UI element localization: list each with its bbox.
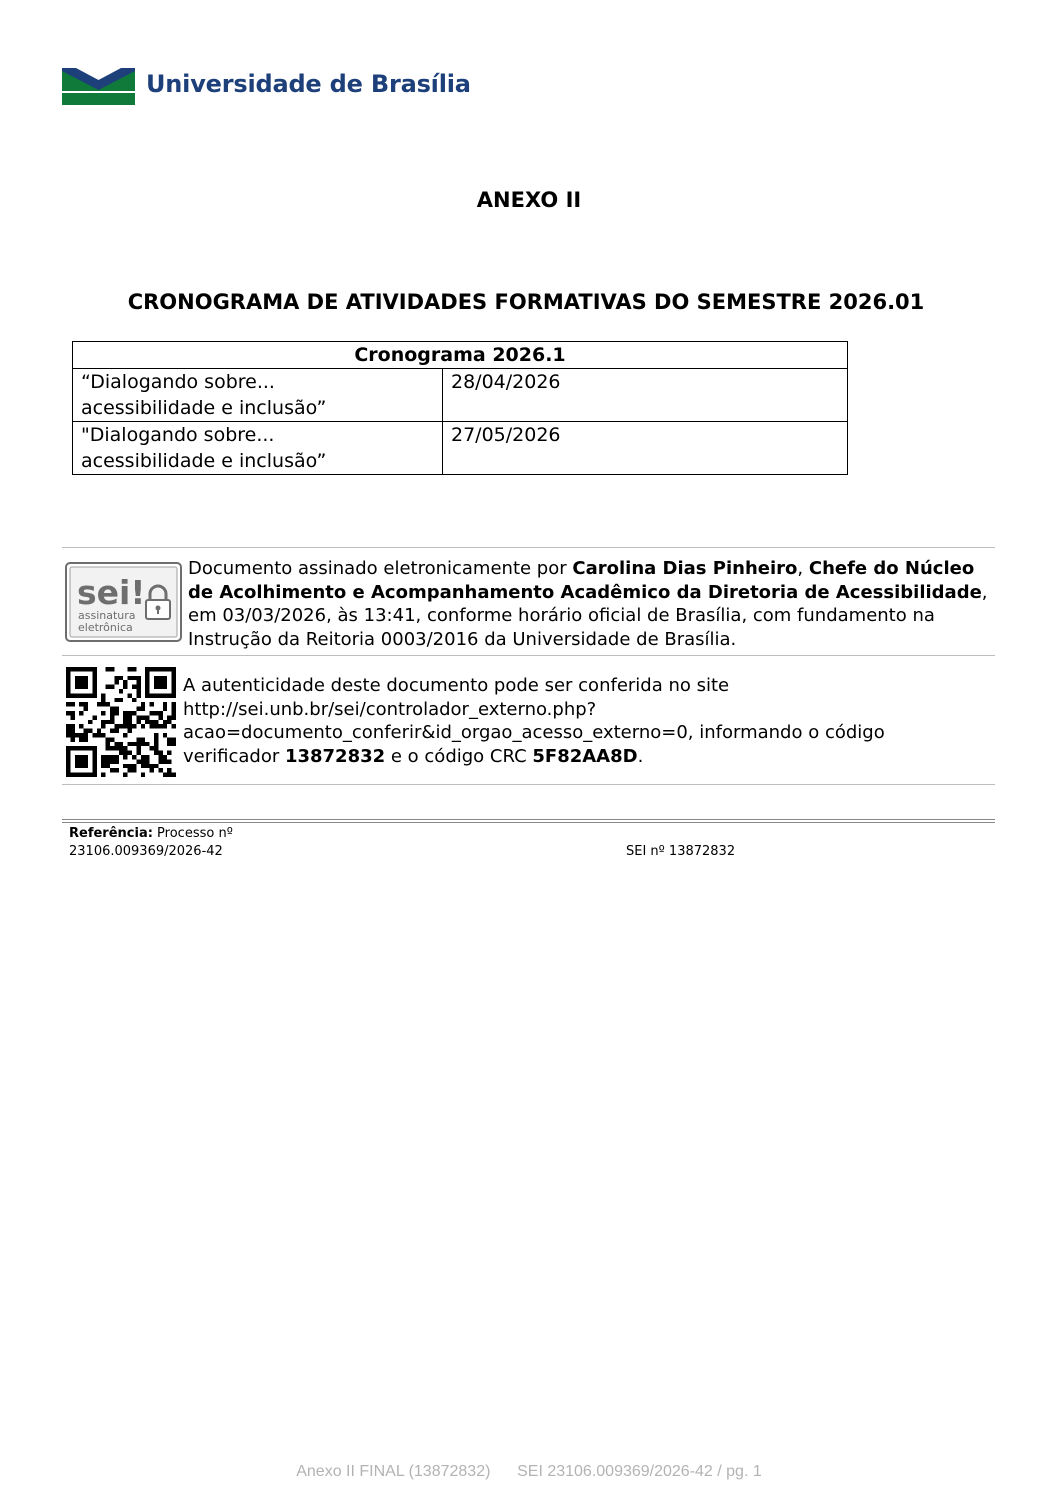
process-number: 23106.009369/2026-42 — [69, 844, 223, 859]
schedule-table — [72, 341, 848, 475]
university-name: Universidade de Brasília — [146, 70, 471, 98]
footer-page-info: SEI 23106.009369/2026-42 / pg. 1 — [517, 1463, 762, 1480]
activity-line: “Dialogando sobre... — [81, 371, 275, 393]
table-header: Cronograma 2026.1 — [73, 342, 848, 369]
divider — [62, 819, 995, 820]
verify-end: . — [637, 745, 644, 767]
divider — [62, 784, 995, 785]
footer-doc-name: Anexo II FINAL (13872832) — [296, 1463, 491, 1480]
activity-line: acessibilidade e inclusão” — [81, 397, 327, 419]
signature-prefix: Documento assinado eletronicamente por — [188, 558, 573, 579]
divider — [62, 655, 995, 656]
annex-title: ANEXO II — [476, 188, 582, 212]
activity-cell — [73, 422, 443, 475]
table-row — [73, 369, 848, 422]
table-row — [73, 422, 848, 475]
activity-cell — [73, 369, 443, 422]
table-header-row — [73, 342, 848, 369]
process-label: Processo nº — [152, 826, 233, 841]
activity-line: "Dialogando sobre... — [81, 424, 275, 446]
unb-logo-mark-icon — [62, 68, 135, 105]
page-footer — [0, 1463, 1058, 1481]
divider — [62, 822, 995, 823]
authenticity-statement — [183, 674, 993, 768]
crc-prefix: e o código CRC — [385, 745, 533, 767]
activity-line: acessibilidade e inclusão” — [81, 450, 327, 472]
signature-suffix: , em 03/03/2026, às 13:41, conforme horário oficial de Brasília, com fundamento na Instrução da Reitoria 0003/2016 da Universidade de Brasília. — [188, 581, 988, 650]
verify-line — [183, 745, 993, 769]
verifier-prefix: verificador — [183, 745, 285, 767]
university-logo — [62, 68, 492, 108]
date-cell: 28/04/2026 — [443, 369, 848, 422]
verify-line: A autenticidade deste documento pode ser conferida no site — [183, 675, 730, 696]
schedule-title: CRONOGRAMA DE ATIVIDADES FORMATIVAS DO SEMESTRE 2026.01 — [127, 290, 925, 314]
crc-code: 5F82AA8D — [532, 745, 638, 767]
seal-text-main: sei! — [77, 573, 146, 612]
signature-separator: , — [797, 558, 809, 579]
seal-text-sub: assinatura — [78, 609, 136, 622]
verify-line — [183, 721, 993, 745]
qr-code-icon — [66, 667, 176, 777]
date-cell: 27/05/2026 — [443, 422, 848, 475]
process-reference — [69, 825, 233, 861]
seal-text-sub: eletrônica — [78, 621, 133, 634]
sei-number: SEI nº 13872832 — [626, 844, 736, 859]
divider — [62, 547, 995, 548]
signer-name: Carolina Dias Pinheiro — [572, 558, 798, 579]
verify-url-line: acao=documento_conferir&id_orgao_acesso_externo=0 — [183, 722, 688, 743]
signature-statement — [188, 557, 988, 651]
reference-label: Referência: — [69, 826, 153, 841]
verify-url-line: http://sei.unb.br/sei/controlador_externo.php? — [183, 698, 597, 720]
sei-electronic-signature-seal-icon — [65, 562, 182, 642]
signer-role: Chefe do Núcleo de Acolhimento e Acompanhamento Acadêmico da Diretoria de Acessibilidade — [188, 558, 982, 603]
verifier-code: 13872832 — [284, 745, 386, 767]
verify-line-rest: , informando o código — [687, 722, 885, 743]
